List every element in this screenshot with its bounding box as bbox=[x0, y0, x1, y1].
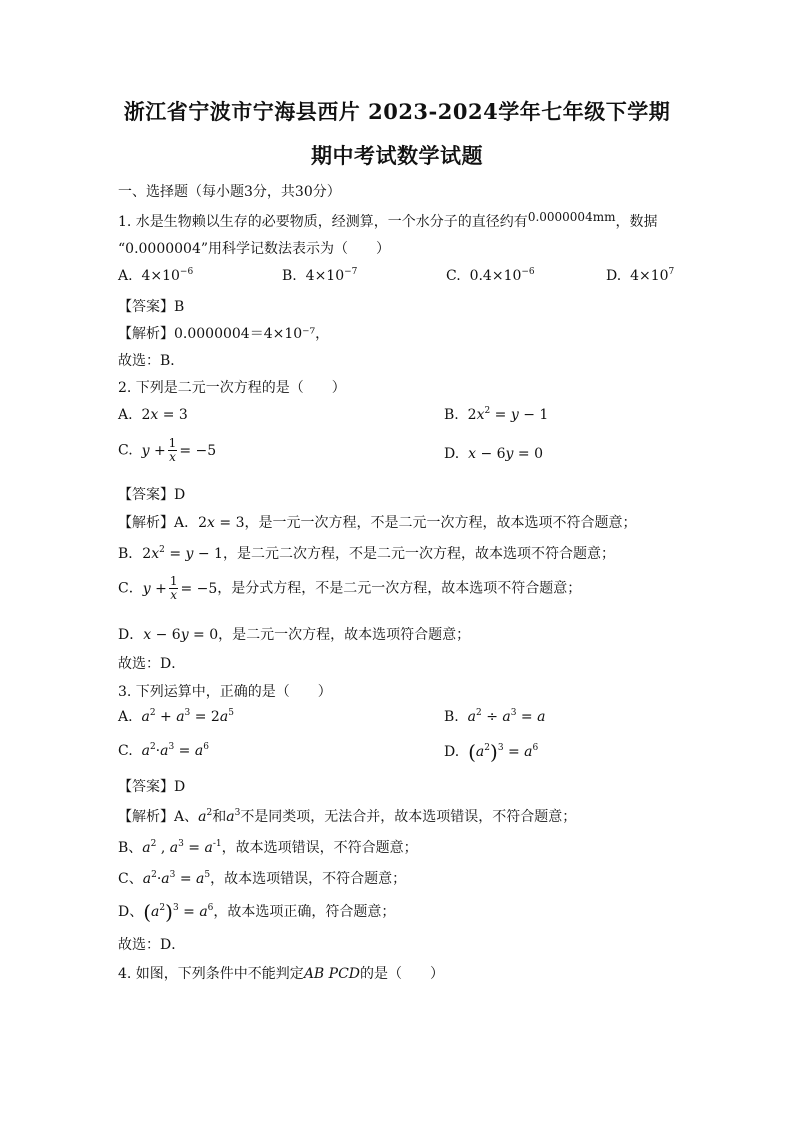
q2-stem: 2. 下列是二元一次方程的是（ ） bbox=[118, 380, 346, 396]
q2-option-b: B. $2x^2 = y - 1$ bbox=[444, 406, 549, 423]
title-line-1: 浙江省宁波市宁海县西片 2023-2024学年七年级下学期 bbox=[123, 99, 671, 124]
q2-analysis-d: D．x − 6y = 0，是二元一次方程，故本选项符合题意； bbox=[118, 627, 471, 643]
q3-option-d: D. $(a^2)^3 = a^6$ bbox=[444, 740, 539, 764]
q1-option-c: C. $0.4\times 10^{-6}$ bbox=[446, 267, 535, 284]
q2-analysis-c: C．y + $\frac{1}{x}$ = −5，是分式方程，不是二元一次方程，故本选项不符合题意； bbox=[118, 574, 582, 602]
q2-option-a: A. 2x = 3 bbox=[118, 407, 188, 423]
q3-option-a: A. $a^2 + a^3 = 2a^5$ bbox=[118, 708, 234, 725]
q2-conclusion: 故选：D． bbox=[118, 656, 186, 672]
q2-analysis-b: B．$2x^2 = y - 1$，是二元二次方程，不是二元一次方程，故本选项不符合题意； bbox=[118, 545, 615, 562]
q3-answer: 【答案】D bbox=[118, 779, 186, 795]
q1-stem-line-1: 1. 水是生物赖以生存的必要物质，经测算，一个水分子的直径约有0.0000004mm，数据 bbox=[118, 210, 658, 230]
q2-analysis-a: 【解析】A．2x = 3，是一元一次方程，不是二元一次方程，故本选项不符合题意； bbox=[118, 515, 637, 531]
q3-conclusion: 故选：D． bbox=[118, 937, 186, 953]
q1-option-b: B. $4\times 10^{-7}$ bbox=[282, 267, 358, 284]
section-heading: 一、选择题（每小题3分，共30分） bbox=[118, 184, 341, 200]
q3-analysis-c: C、$a^2\cdot a^3 = a^5$，故本选项错误，不符合题意； bbox=[118, 870, 407, 887]
q3-analysis-d: D、$(a^2)^3 = a^6$，故本选项正确，符合题意； bbox=[118, 900, 396, 924]
q1-option-d: D. $4\times 10^7$ bbox=[606, 267, 675, 284]
q2-option-d: D. x − 6y = 0 bbox=[444, 446, 543, 462]
q3-analysis-a: 【解析】A、$a^2$和$a^3$不是同类项，无法合并，故本选项错误，不符合题意； bbox=[118, 808, 577, 825]
q1-conclusion: 故选：B． bbox=[118, 353, 185, 369]
q1-option-a: A. $4\times 10^{-6}$ bbox=[118, 267, 194, 284]
q1-answer: 【答案】B bbox=[118, 299, 185, 315]
q4-stem: 4. 如图，下列条件中不能判定AB PCD的是（ ） bbox=[118, 966, 445, 982]
q2-answer: 【答案】D bbox=[118, 487, 186, 503]
q3-option-c: C. $a^2\cdot a^3 = a^6$ bbox=[118, 742, 209, 759]
q3-option-b: B. $a^2 \div a^3 = a$ bbox=[444, 708, 546, 725]
q3-stem: 3. 下列运算中，正确的是（ ） bbox=[118, 684, 332, 700]
q4-stem-math: AB PCD bbox=[303, 966, 361, 982]
q1-stem-line-2: “0.0000004”用科学记数法表示为（ ） bbox=[118, 241, 391, 257]
q1-analysis: 【解析】0.0000004＝4×10⁻⁷， bbox=[118, 326, 330, 342]
q1-stem-value: 0.0000004mm bbox=[527, 210, 616, 224]
q2-option-c: C. y + $\frac{1}{x}$ = −5 bbox=[118, 436, 217, 464]
title-line-2: 期中考试数学试题 bbox=[311, 143, 483, 168]
q3-analysis-b: B、$a^2$ , $a^3 = a^{-1}$，故本选项错误，不符合题意； bbox=[118, 839, 418, 856]
